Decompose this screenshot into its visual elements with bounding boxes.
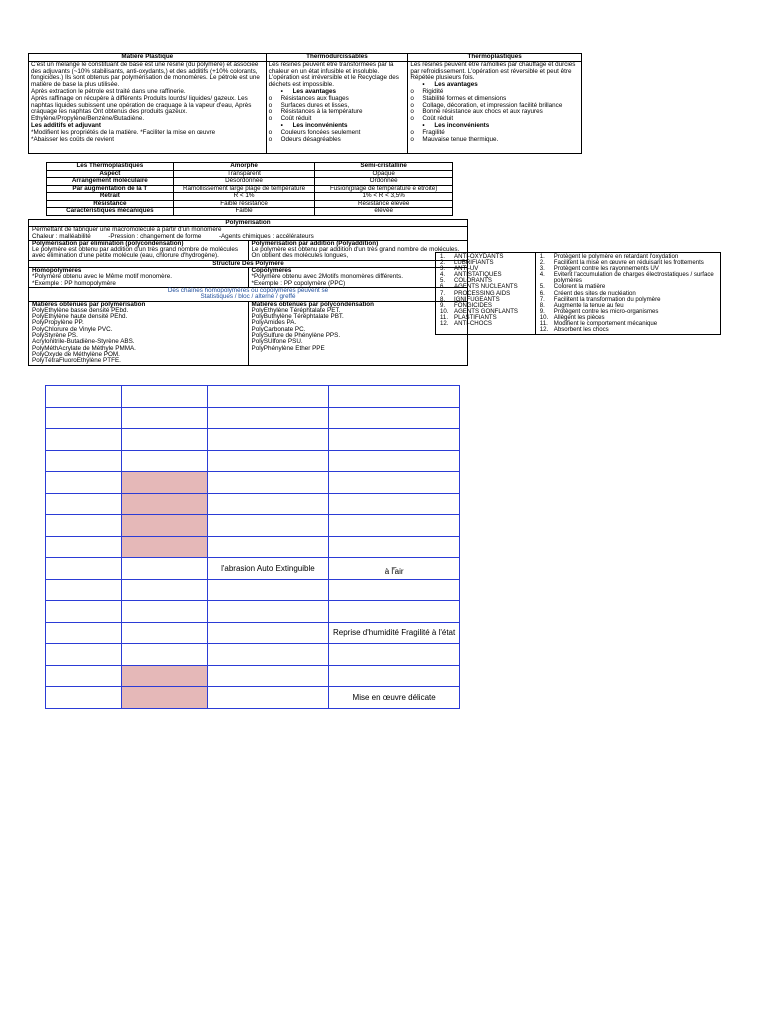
circle-bullet-icon: o bbox=[410, 101, 414, 109]
table-cell: Fusion(plage de température e étroite) bbox=[315, 185, 453, 193]
circle-bullet-icon: o bbox=[410, 108, 414, 116]
list-number: 1. bbox=[440, 253, 446, 260]
material-item: PolyTétraFluoroEthylène PTFE. bbox=[32, 357, 121, 365]
list-number: 12. bbox=[440, 320, 449, 328]
grid-cell: l'abrasion Auto Extinguible bbox=[207, 558, 329, 580]
thermodur-intro: Les résines peuvent être transformées par la chaleur en un état infusible et insoluble. L'opération est irréversible et le Recyclage des déchets est impossible. bbox=[268, 60, 399, 89]
material-item: PolyButhylène Téréphtalate PBT. bbox=[251, 313, 344, 321]
grid-cell bbox=[329, 536, 460, 558]
table-cell: Opaque bbox=[315, 170, 453, 178]
grid-row bbox=[46, 665, 460, 687]
additive-role: Evitent l'accumulation de charges électrostatiques / surface polymères bbox=[553, 271, 714, 285]
grid-cell bbox=[46, 579, 122, 601]
list-item-text: Stabilité formes et dimensions bbox=[422, 94, 507, 102]
grid-cell bbox=[121, 450, 207, 472]
homo-text: *Polymère obtenu avec le Même motif monomère. bbox=[32, 273, 172, 281]
grid-cell bbox=[46, 472, 122, 494]
grid-cell bbox=[329, 407, 460, 429]
mat-poly-cell bbox=[29, 301, 249, 365]
table-cell: Retrait bbox=[47, 193, 174, 201]
grid-cell bbox=[46, 622, 122, 644]
polym-line2: Chaleur : malléabilité -Pression : changement de forme -Agents chimiques : accélérateurs bbox=[32, 232, 314, 240]
additive-roles-cell bbox=[535, 253, 720, 335]
co-example: *Exemple : PP copolymère (PPC) bbox=[251, 279, 346, 287]
grid-cell bbox=[46, 429, 122, 451]
grid-cell bbox=[329, 450, 460, 472]
chains-line1: Des chaînes homopolymères ou copolymères peuvent se bbox=[167, 286, 329, 294]
co-text: *Polymère obtenu avec 2Motifs monomères différents. bbox=[251, 273, 403, 281]
grid-cell bbox=[121, 558, 207, 580]
table-cell: Caractéristiques mécaniques bbox=[47, 208, 174, 216]
table-cell: R < 1% bbox=[173, 193, 315, 201]
plastics-table bbox=[28, 53, 582, 154]
table-cell: Arrangement moléculaire bbox=[47, 178, 174, 186]
grid-row bbox=[46, 472, 460, 494]
grid-cell bbox=[121, 644, 207, 666]
matiere-paragraph: *Modifient les propriétés de la matière. *Faciliter la mise en œuvre bbox=[31, 128, 216, 136]
list-item-text: Fragilité bbox=[422, 128, 445, 136]
material-item: PolyEthylène Téréphtalate PET. bbox=[251, 306, 341, 314]
mat-poly-title: Matières obtenues par polymérisation bbox=[32, 300, 146, 308]
table-cell: Résistance élevée bbox=[315, 200, 453, 208]
additive-role: Protègent contre les rayonnements UV bbox=[553, 265, 659, 273]
grid-cell bbox=[207, 536, 329, 558]
list-item-text: Surfaces dures et lisses, bbox=[280, 101, 350, 109]
additive-name: COLORANTS bbox=[454, 277, 492, 285]
list-number: 1. bbox=[539, 253, 545, 260]
grid-cell-dash: _ bbox=[391, 558, 397, 568]
additive-role: Allègent les pièces bbox=[553, 313, 605, 321]
grid-cell bbox=[46, 601, 122, 623]
circle-bullet-icon: o bbox=[410, 87, 414, 95]
add-text: Le polymère est obtenu par addition d'un très grand nombre de molécules. On obtient des molécules longues, bbox=[251, 246, 460, 260]
grid-cell bbox=[46, 558, 122, 580]
grid-cell bbox=[329, 601, 460, 623]
circle-bullet-icon: o bbox=[268, 94, 273, 102]
additive-name: PLASTIFIANTS bbox=[454, 313, 497, 321]
grid-row bbox=[46, 536, 460, 558]
grid-cell bbox=[329, 429, 460, 451]
table-cell: Résistance bbox=[47, 200, 174, 208]
chains-line2: Statistiques / bloc / alterné / greffé bbox=[200, 293, 296, 301]
circle-bullet-icon: o bbox=[410, 115, 414, 123]
list-number: 9. bbox=[539, 307, 545, 315]
grid-cell bbox=[121, 407, 207, 429]
list-item-text: Coût réduit bbox=[422, 115, 454, 123]
grid-cell bbox=[46, 493, 122, 515]
grid-row bbox=[46, 601, 460, 623]
bullet-icon: • bbox=[422, 81, 425, 89]
bullet-icon: • bbox=[422, 121, 425, 129]
table-cell: 1% < R < 3,5% bbox=[315, 193, 453, 201]
additive-role: Augmente la tenue au feu bbox=[553, 301, 624, 309]
grid-cell bbox=[329, 665, 460, 687]
matiere-paragraph: Après raffinage on récupère à différents Produits lourds/ liquides/ gazeux. Les naphtas liquides subissent une opération de craquage à la vapeur d'eau, Après craquage les naphtas Ont obtenus des produits gazeux. Ethylène/Propylène/Benzène/Butadiène. bbox=[31, 94, 252, 123]
list-item-text: Résistances aux fluages bbox=[280, 94, 349, 102]
grid-cell bbox=[207, 515, 329, 537]
matiere-plastique-cell bbox=[29, 61, 267, 153]
grid-cell bbox=[329, 386, 460, 408]
header-matiere-plastique: Matière Plastique bbox=[29, 54, 267, 62]
additive-names-cell bbox=[436, 253, 536, 335]
grid-cell bbox=[121, 601, 207, 623]
grid-cell bbox=[207, 450, 329, 472]
list-number: 5. bbox=[539, 283, 545, 291]
chains-cell bbox=[29, 287, 468, 301]
table-cell: Transparent bbox=[173, 170, 315, 178]
circle-bullet-icon: o bbox=[268, 101, 273, 109]
bullet-icon: • bbox=[280, 121, 283, 129]
table-cell: Faible résistance bbox=[173, 200, 315, 208]
list-item-text: Collage, décoration, et impression facilité brillance bbox=[422, 101, 563, 109]
list-item-text: Rigidité bbox=[422, 87, 444, 95]
material-item: PolyStyrène PS. bbox=[32, 332, 78, 340]
additive-role: Modifient le comportement mécanique bbox=[553, 320, 658, 328]
grid-cell-text: à l'air bbox=[384, 566, 404, 576]
list-number: 7. bbox=[539, 295, 545, 303]
thermoplast-intro: Les résines peuvent être ramollies par chauffage et durcies par refroidissement. L'opération est réversible et peut être Répétée plusieurs fois. bbox=[410, 60, 576, 82]
list-number: 4. bbox=[539, 271, 545, 279]
grid-cell bbox=[207, 407, 329, 429]
list-number: 9. bbox=[440, 301, 446, 309]
grid-cell: Mise en œuvre délicate bbox=[329, 687, 460, 709]
table-row bbox=[47, 178, 453, 186]
grid-cell bbox=[207, 579, 329, 601]
table-row bbox=[47, 193, 453, 201]
material-item: PolySUlfone PSU. bbox=[251, 338, 303, 346]
list-number: 12. bbox=[539, 326, 549, 334]
additive-name: LUBRIFIANTS bbox=[454, 259, 494, 267]
material-item: PolyPhénylène Ether PPE bbox=[251, 344, 325, 352]
grid-row bbox=[46, 644, 460, 666]
matiere-paragraph: Après extraction le pétrole est traité dans une raffinerie. bbox=[31, 87, 186, 95]
struct-title: Structure Des Polymère bbox=[29, 260, 468, 267]
grid-cell bbox=[46, 407, 122, 429]
additives-table bbox=[435, 252, 721, 335]
grid-cell bbox=[207, 493, 329, 515]
table-cell: Désordonnée bbox=[173, 178, 315, 186]
grid-cell bbox=[207, 429, 329, 451]
grid-row bbox=[46, 450, 460, 472]
list-number: 5. bbox=[440, 277, 446, 285]
thermoplastiques-cell bbox=[408, 61, 582, 153]
grid-row bbox=[46, 429, 460, 451]
grid-cell bbox=[329, 515, 460, 537]
additive-role: Facilitent la mise en œuvre en réduisant les frottements bbox=[553, 259, 704, 267]
grid-cell bbox=[46, 450, 122, 472]
list-item-text: Mauvaise tenue thermique. bbox=[422, 135, 499, 143]
list-number: 2. bbox=[440, 259, 446, 267]
grid-row bbox=[46, 579, 460, 601]
list-number: 6. bbox=[440, 283, 446, 291]
list-number: 11. bbox=[539, 320, 548, 328]
grid-cell bbox=[207, 601, 329, 623]
grid-row bbox=[46, 558, 460, 580]
grid-cell bbox=[121, 536, 207, 558]
grid-cell bbox=[46, 536, 122, 558]
header-thermoplastiques: Thermoplastiques bbox=[408, 54, 582, 62]
grid-row bbox=[46, 386, 460, 408]
material-item: PolyCarbonate PC. bbox=[251, 325, 306, 333]
grid-cell bbox=[46, 665, 122, 687]
table-cell: Par augmentation de la T bbox=[47, 185, 174, 193]
thermoplast-adv-title: Les avantages bbox=[434, 81, 478, 89]
thermodur-dis-title: Les inconvénients bbox=[292, 121, 348, 129]
grid-cell bbox=[329, 493, 460, 515]
thermo-header-2: Semi-cristalline bbox=[315, 163, 453, 171]
grid-row bbox=[46, 687, 460, 709]
additive-name: ANTI-UV bbox=[454, 265, 479, 273]
material-item: Acrylonitrile-Butadiène-Styrène ABS. bbox=[32, 338, 135, 346]
material-item: PolySulfure de Phénylène PPS. bbox=[251, 332, 341, 340]
homo-cell bbox=[29, 268, 249, 288]
list-item-text: Couleurs foncées seulement bbox=[280, 128, 361, 136]
grid-cell bbox=[121, 429, 207, 451]
circle-bullet-icon: o bbox=[268, 108, 273, 116]
grid-cell bbox=[121, 386, 207, 408]
additive-role: Créent des sites de nucléation bbox=[553, 289, 636, 297]
header-thermodurcissables: Thermodurcissables bbox=[266, 54, 408, 62]
circle-bullet-icon: o bbox=[410, 128, 414, 136]
grid-cell bbox=[121, 472, 207, 494]
bullet-icon: • bbox=[280, 87, 283, 95]
list-number: 7. bbox=[440, 289, 446, 297]
list-number: 6. bbox=[539, 289, 545, 297]
list-item-text: Résistances à la température bbox=[280, 108, 363, 116]
grid-row bbox=[46, 493, 460, 515]
grid-cell bbox=[329, 644, 460, 666]
list-number: 8. bbox=[440, 295, 446, 303]
list-item bbox=[410, 137, 579, 144]
table-cell: Aspect bbox=[47, 170, 174, 178]
additive-role: Protègent contre les micro-organismes bbox=[553, 307, 659, 315]
grid-cell bbox=[121, 622, 207, 644]
mat-cond-title: Matières obtenues par polycondensation bbox=[251, 300, 374, 308]
thermo-header-0: Les Thermoplastiques bbox=[47, 163, 174, 171]
circle-bullet-icon: o bbox=[268, 115, 273, 123]
grid-cell bbox=[207, 386, 329, 408]
grid-cell bbox=[207, 687, 329, 709]
matiere-paragraph: *Abaisser les coûts de revient bbox=[31, 135, 114, 143]
elim-text: Le polymère est obtenu par addition d'un très grand nombre de molécules avec élimination d'une petite molécule (eau, chlorure d'hydrogène). bbox=[32, 246, 238, 260]
grid-cell bbox=[46, 687, 122, 709]
grid-row bbox=[46, 622, 460, 644]
matiere-paragraph: C'est un mélange le constituant de base est une résine (du polymère) et associée des adjuvants (~10% stabilisants, anti-oxydants,) et des additifs (+10% colorants, fongicides.) Ils sont obtenus par polymérisation de monomères. Le pétrole est une matière de base la plus utilisée. bbox=[31, 60, 260, 89]
list-item-text: Odeurs désagréables bbox=[280, 135, 341, 143]
circle-bullet-icon: o bbox=[268, 128, 273, 136]
thermodur-adv-title: Les avantages bbox=[292, 87, 336, 95]
list-number: 8. bbox=[539, 301, 545, 309]
list-number: 3. bbox=[440, 265, 446, 273]
list-number: 2. bbox=[539, 259, 545, 267]
list-number: 10. bbox=[440, 307, 449, 315]
co-title: Copolymères bbox=[251, 267, 292, 275]
table-cell: élevée bbox=[315, 208, 453, 216]
matiere-paragraph: Les additifs et adjuvant bbox=[31, 121, 101, 129]
additive-name: FONGICIDES bbox=[454, 301, 492, 309]
grid-cell bbox=[121, 665, 207, 687]
table-cell: Faible bbox=[173, 208, 315, 216]
circle-bullet-icon: o bbox=[410, 94, 414, 102]
grid-cell bbox=[121, 687, 207, 709]
grid-cell bbox=[46, 515, 122, 537]
additive-name: ANTI-CHOCS bbox=[454, 320, 492, 328]
add-title: Polymérisation par addition (Polyaddition) bbox=[251, 239, 379, 247]
grid-cell bbox=[207, 622, 329, 644]
property-grid bbox=[45, 385, 460, 709]
additive-role: Colorent la matière bbox=[553, 283, 606, 291]
additive-name: ANTISTATIQUES bbox=[454, 271, 502, 279]
grid-cell bbox=[46, 386, 122, 408]
elimination-cell bbox=[29, 240, 249, 260]
grid-cell bbox=[121, 515, 207, 537]
grid-cell bbox=[121, 579, 207, 601]
thermodurcissables-cell bbox=[266, 61, 408, 153]
thermo-header-1: Amorphe bbox=[173, 163, 315, 171]
additive-role: Protègent le polymère en retardant l'oxydation bbox=[553, 253, 679, 260]
list-item bbox=[269, 137, 406, 144]
additive-name: AGENTS GONFLANTS bbox=[454, 307, 518, 315]
material-item: PolyMéthAcrylate de Méthyle PMMA. bbox=[32, 344, 136, 352]
thermoplastics-comparison-table bbox=[46, 162, 453, 216]
homo-title: Homopolymères bbox=[32, 267, 82, 275]
circle-bullet-icon: o bbox=[410, 135, 414, 143]
grid-cell bbox=[329, 579, 460, 601]
grid-cell bbox=[46, 644, 122, 666]
additive-role: Absorbent les chocs bbox=[553, 326, 609, 334]
material-item: PolyOxyde de Méthylène POM. bbox=[32, 350, 120, 358]
list-number: 3. bbox=[539, 265, 545, 273]
material-item: PolyEthylène haute densité PEhd. bbox=[32, 313, 128, 321]
grid-row bbox=[46, 515, 460, 537]
polym-line1: Permettant de fabriquer une macromolécule à partir d'un monomère bbox=[32, 226, 222, 234]
table-cell: Ramollissement large plage de température bbox=[173, 185, 315, 193]
list-number: 10. bbox=[539, 313, 549, 321]
additive-name: AGENTS NUCLEANTS bbox=[454, 283, 518, 291]
material-item: PolyEthylène basse densité PEbd. bbox=[32, 306, 129, 314]
grid-cell bbox=[207, 472, 329, 494]
elim-title: Polymérisation par élimination (polycondensation) bbox=[32, 239, 184, 247]
additive-name: ANTI-OXYDANTS bbox=[454, 253, 504, 260]
table-cell: Ordonnée bbox=[315, 178, 453, 186]
polymerisation-table bbox=[28, 219, 468, 366]
list-number: 4. bbox=[440, 271, 446, 279]
material-item: PolyPropylène PP. bbox=[32, 319, 84, 327]
material-item: PolyChlorure de Vinyle PVC. bbox=[32, 325, 113, 333]
additive-name: IGNIFUGEANTS bbox=[454, 295, 500, 303]
grid-cell bbox=[329, 472, 460, 494]
additive-name: PROCESSING AIDS bbox=[454, 289, 511, 297]
circle-bullet-icon: o bbox=[268, 135, 273, 143]
list-item-text: Bonne résistance aux chocs et aux rayures bbox=[422, 108, 543, 116]
grid-cell: Reprise d'humidité Fragilité à l'état bbox=[329, 622, 460, 644]
list-item-text: Coût réduit bbox=[280, 115, 312, 123]
homo-example: *Exemple : PP homopolymère bbox=[32, 279, 116, 287]
grid-cell bbox=[207, 644, 329, 666]
grid-cell bbox=[207, 665, 329, 687]
additive-role: Facilitent la transformation du polymère bbox=[553, 295, 661, 303]
polym-intro bbox=[29, 227, 468, 241]
grid-cell bbox=[329, 558, 460, 580]
polym-title: Polymérisation bbox=[29, 220, 468, 227]
table-row bbox=[47, 208, 453, 216]
material-item: PolyAmides PA. bbox=[251, 319, 297, 327]
list-number: 11. bbox=[440, 313, 449, 321]
grid-cell bbox=[121, 493, 207, 515]
grid-row bbox=[46, 407, 460, 429]
thermoplast-dis-title: Les inconvénients bbox=[434, 121, 490, 129]
